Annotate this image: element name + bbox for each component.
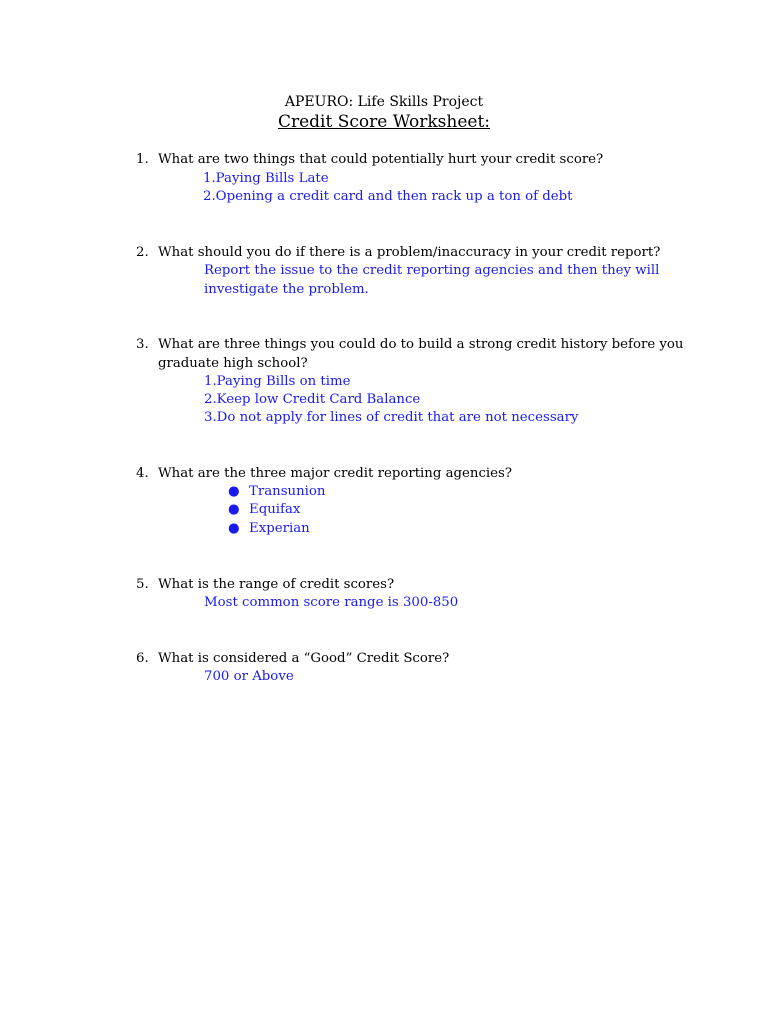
question-1 — [136, 151, 696, 170]
worksheet-title: Credit Score Worksheet: — [277, 112, 491, 132]
question-number: 6. — [136, 651, 149, 666]
answer-line: 1.Paying Bills on time — [204, 374, 351, 389]
question-number: 2. — [136, 245, 149, 260]
question-text: What are the three major credit reporting agencies? — [158, 466, 512, 481]
list-item — [228, 483, 326, 502]
list-item — [228, 501, 300, 520]
agency-name: Experian — [249, 521, 310, 536]
question-number: 1. — [136, 152, 149, 167]
answer-line: 1.Paying Bills Late — [203, 171, 329, 186]
question-number: 4. — [136, 466, 149, 481]
answer-line: 2.Keep low Credit Card Balance — [204, 392, 421, 407]
bullet-icon: ● — [228, 521, 240, 536]
question-text: What is the range of credit scores? — [158, 577, 395, 592]
question-text-line: What are three things you could do to build a strong credit history before you — [158, 337, 684, 352]
question-text: What is considered a “Good” Credit Score? — [158, 651, 450, 666]
question-6 — [136, 650, 696, 669]
agency-name: Transunion — [249, 484, 326, 499]
answer-line: 2.Opening a credit card and then rack up a ton of debt — [203, 189, 573, 204]
bullet-icon: ● — [228, 502, 240, 517]
question-3 — [136, 336, 696, 373]
bullet-icon: ● — [228, 484, 240, 499]
question-number: 3. — [136, 337, 149, 352]
answer-line: investigate the problem. — [204, 282, 369, 297]
answer-line: Most common score range is 300-850 — [204, 595, 459, 610]
answer-line: 700 or Above — [204, 669, 294, 684]
question-text: What should you do if there is a problem/inaccuracy in your credit report? — [158, 245, 661, 260]
project-heading: APEURO: Life Skills Project — [284, 94, 484, 110]
answer-line: 3.Do not apply for lines of credit that are not necessary — [204, 410, 579, 425]
question-text: What are two things that could potentially hurt your credit score? — [158, 152, 604, 167]
question-5 — [136, 576, 696, 595]
question-4 — [136, 465, 696, 484]
agency-name: Equifax — [249, 502, 301, 517]
question-2 — [136, 244, 696, 263]
question-number: 5. — [136, 577, 149, 592]
list-item — [228, 520, 310, 539]
question-text-line: graduate high school? — [158, 355, 308, 371]
answer-line: Report the issue to the credit reporting agencies and then they will — [204, 263, 660, 278]
